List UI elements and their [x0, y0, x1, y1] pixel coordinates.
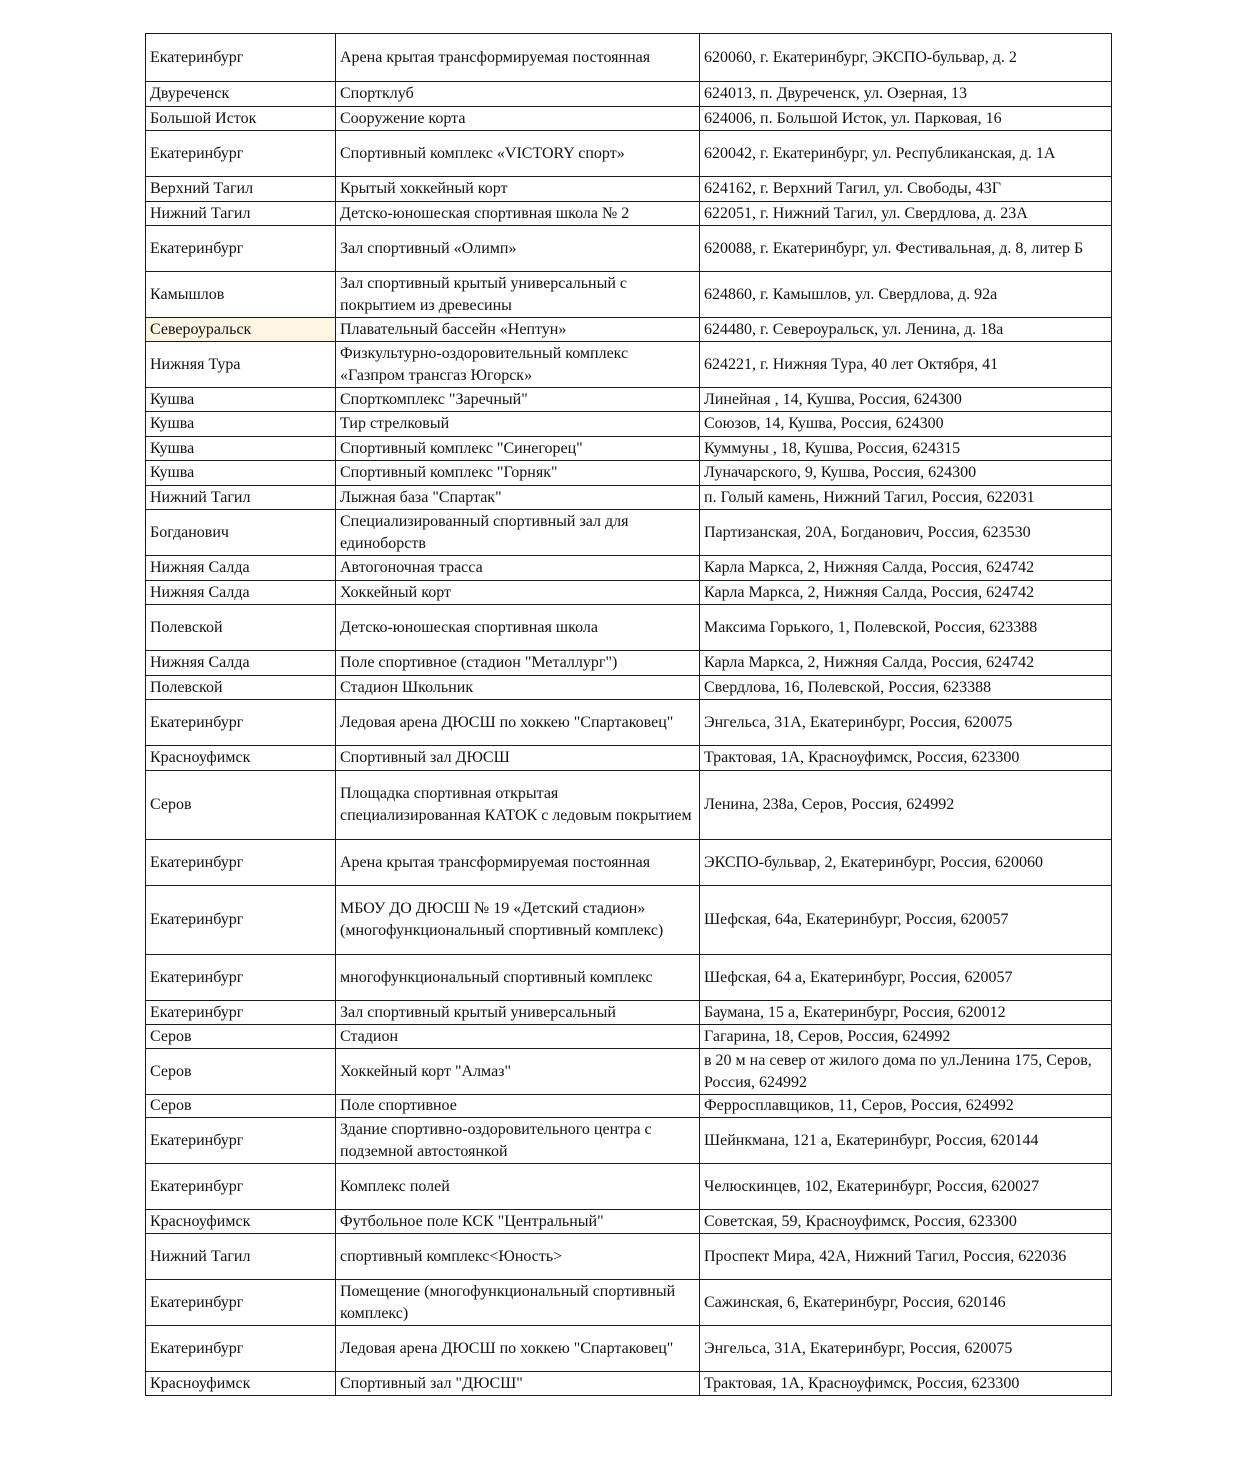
facility-name-cell: Поле спортивное [336, 1095, 700, 1118]
address-cell: 622051, г. Нижний Тагил, ул. Свердлова, д. 23А [700, 202, 1112, 226]
table-body [146, 34, 1112, 1396]
table-row [146, 1095, 1112, 1118]
facility-name-cell: Спортивный комплекс «VICTORY спорт» [336, 131, 700, 177]
city-cell: Екатеринбург [146, 1164, 336, 1210]
address-cell: Энгельса, 31А, Екатеринбург, Россия, 620075 [700, 700, 1112, 746]
table-row [146, 1001, 1112, 1025]
table-row [146, 412, 1112, 437]
address-cell: Партизанская, 20А, Богданович, Россия, 623530 [700, 510, 1112, 556]
facility-name-cell: Футбольное поле КСК "Центральный" [336, 1210, 700, 1234]
facility-name-cell: Детско-юношеская спортивная школа [336, 605, 700, 651]
city-cell: Кушва [146, 412, 336, 437]
address-cell: Карла Маркса, 2, Нижняя Салда, Россия, 624742 [700, 581, 1112, 605]
address-cell: 624013, п. Двуреченск, ул. Озерная, 13 [700, 82, 1112, 107]
address-cell: Проспект Мира, 42А, Нижний Тагил, Россия, 622036 [700, 1234, 1112, 1280]
facility-name-cell: Физкультурно-оздоровительный комплекс «Газпром трансгаз Югорск» [336, 342, 700, 388]
address-cell: Луначарского, 9, Кушва, Россия, 624300 [700, 461, 1112, 486]
table-row [146, 461, 1112, 486]
facility-name-cell: Здание спортивно-оздоровительного центра с подземной автостоянкой [336, 1118, 700, 1164]
table-row [146, 342, 1112, 388]
table-row [146, 1210, 1112, 1234]
city-cell: Екатеринбург [146, 700, 336, 746]
city-cell: Верхний Тагил [146, 177, 336, 202]
facility-name-cell: Ледовая арена ДЮСШ по хоккею "Спартаковец" [336, 700, 700, 746]
table-row [146, 177, 1112, 202]
address-cell: 620088, г. Екатеринбург, ул. Фестивальная, д. 8, литер Б [700, 226, 1112, 272]
table-row [146, 1164, 1112, 1210]
city-cell: Полевской [146, 676, 336, 700]
address-cell: в 20 м на север от жилого дома по ул.Ленина 175, Серов, Россия, 624992 [700, 1049, 1112, 1095]
city-cell: Нижняя Тура [146, 342, 336, 388]
city-cell: Красноуфимск [146, 1372, 336, 1396]
table-row [146, 771, 1112, 840]
city-cell: Кушва [146, 437, 336, 461]
address-cell: Союзов, 14, Кушва, Россия, 624300 [700, 412, 1112, 437]
table-row [146, 1025, 1112, 1049]
facility-name-cell: Спортивный комплекс "Горняк" [336, 461, 700, 486]
address-cell: Куммуны , 18, Кушва, Россия, 624315 [700, 437, 1112, 461]
table-row [146, 1372, 1112, 1396]
address-cell: Гагарина, 18, Серов, Россия, 624992 [700, 1025, 1112, 1049]
facility-name-cell: спортивный комплекс<Юность> [336, 1234, 700, 1280]
facility-name-cell: многофункциональный спортивный комплекс [336, 955, 700, 1001]
facility-name-cell: МБОУ ДО ДЮСШ № 19 «Детский стадион» (многофункциональный спортивный комплекс) [336, 886, 700, 955]
address-cell: Трактовая, 1А, Красноуфимск, Россия, 623300 [700, 746, 1112, 771]
table-row [146, 955, 1112, 1001]
facility-name-cell: Специализированный спортивный зал для единоборств [336, 510, 700, 556]
address-cell: Сажинская, 6, Екатеринбург, Россия, 620146 [700, 1280, 1112, 1326]
table-row [146, 272, 1112, 318]
address-cell: 620042, г. Екатеринбург, ул. Республиканская, д. 1А [700, 131, 1112, 177]
facility-name-cell: Автогоночная трасса [336, 556, 700, 581]
facility-name-cell: Стадион [336, 1025, 700, 1049]
table-row [146, 486, 1112, 510]
facility-name-cell: Поле спортивное (стадион "Металлург") [336, 651, 700, 676]
city-cell: Серов [146, 1049, 336, 1095]
table-row [146, 1234, 1112, 1280]
facility-name-cell: Зал спортивный крытый универсальный с покрытием из древесины [336, 272, 700, 318]
city-cell: Нижний Тагил [146, 1234, 336, 1280]
city-cell: Нижняя Салда [146, 581, 336, 605]
table-row [146, 437, 1112, 461]
city-cell: Североуральск [146, 318, 336, 342]
address-cell: Ферросплавщиков, 11, Серов, Россия, 624992 [700, 1095, 1112, 1118]
table-row [146, 700, 1112, 746]
city-cell: Двуреченск [146, 82, 336, 107]
city-cell: Полевской [146, 605, 336, 651]
table-row [146, 676, 1112, 700]
city-cell: Екатеринбург [146, 1118, 336, 1164]
address-cell: Шефская, 64а, Екатеринбург, Россия, 620057 [700, 886, 1112, 955]
city-cell: Богданович [146, 510, 336, 556]
city-cell: Камышлов [146, 272, 336, 318]
facility-name-cell: Помещение (многофункциональный спортивный комплекс) [336, 1280, 700, 1326]
table-row [146, 34, 1112, 82]
table-row [146, 840, 1112, 886]
table-row [146, 886, 1112, 955]
facility-name-cell: Зал спортивный крытый универсальный [336, 1001, 700, 1025]
facility-name-cell: Площадка спортивная открытая специализированная КАТОК с ледовым покрытием [336, 771, 700, 840]
document-page [145, 33, 1111, 1396]
address-cell: Линейная , 14, Кушва, Россия, 624300 [700, 388, 1112, 412]
facility-name-cell: Стадион Школьник [336, 676, 700, 700]
table-row [146, 107, 1112, 131]
address-cell: Карла Маркса, 2, Нижняя Салда, Россия, 624742 [700, 556, 1112, 581]
table-row [146, 226, 1112, 272]
city-cell: Нижняя Салда [146, 651, 336, 676]
city-cell: Екатеринбург [146, 1326, 336, 1372]
table-row [146, 651, 1112, 676]
table-row [146, 1118, 1112, 1164]
city-cell: Екатеринбург [146, 34, 336, 82]
facility-name-cell: Арена крытая трансформируемая постоянная [336, 840, 700, 886]
city-cell: Красноуфимск [146, 746, 336, 771]
table-row [146, 82, 1112, 107]
city-cell: Серов [146, 1025, 336, 1049]
facility-name-cell: Спортивный зал ДЮСШ [336, 746, 700, 771]
address-cell: Трактовая, 1А, Красноуфимск, Россия, 623300 [700, 1372, 1112, 1396]
address-cell: Энгельса, 31А, Екатеринбург, Россия, 620075 [700, 1326, 1112, 1372]
city-cell: Кушва [146, 388, 336, 412]
address-cell: 624162, г. Верхний Тагил, ул. Свободы, 43Г [700, 177, 1112, 202]
table-row [146, 581, 1112, 605]
address-cell: п. Голый камень, Нижний Тагил, Россия, 622031 [700, 486, 1112, 510]
table-row [146, 746, 1112, 771]
facility-name-cell: Сооружение корта [336, 107, 700, 131]
city-cell: Красноуфимск [146, 1210, 336, 1234]
address-cell: 624480, г. Североуральск, ул. Ленина, д. 18а [700, 318, 1112, 342]
address-cell: Баумана, 15 а, Екатеринбург, Россия, 620012 [700, 1001, 1112, 1025]
city-cell: Нижняя Салда [146, 556, 336, 581]
city-cell: Екатеринбург [146, 886, 336, 955]
facility-name-cell: Спортивный зал "ДЮСШ" [336, 1372, 700, 1396]
facility-name-cell: Спортивный комплекс "Синегорец" [336, 437, 700, 461]
facility-name-cell: Плавательный бассейн «Нептун» [336, 318, 700, 342]
city-cell: Екатеринбург [146, 131, 336, 177]
table-row [146, 1049, 1112, 1095]
facility-name-cell: Тир стрелковый [336, 412, 700, 437]
facility-name-cell: Спортклуб [336, 82, 700, 107]
city-cell: Екатеринбург [146, 1280, 336, 1326]
city-cell: Серов [146, 771, 336, 840]
city-cell: Нижний Тагил [146, 486, 336, 510]
table-row [146, 1326, 1112, 1372]
address-cell: Карла Маркса, 2, Нижняя Салда, Россия, 624742 [700, 651, 1112, 676]
facility-name-cell: Детско-юношеская спортивная школа № 2 [336, 202, 700, 226]
address-cell: 624006, п. Большой Исток, ул. Парковая, 16 [700, 107, 1112, 131]
table-row [146, 318, 1112, 342]
table-row [146, 202, 1112, 226]
table-row [146, 605, 1112, 651]
address-cell: Шефская, 64 а, Екатеринбург, Россия, 620057 [700, 955, 1112, 1001]
table-row [146, 388, 1112, 412]
address-cell: 624860, г. Камышлов, ул. Свердлова, д. 92а [700, 272, 1112, 318]
address-cell: Советская, 59, Красноуфимск, Россия, 623300 [700, 1210, 1112, 1234]
facility-name-cell: Зал спортивный «Олимп» [336, 226, 700, 272]
city-cell: Серов [146, 1095, 336, 1118]
table-row [146, 1280, 1112, 1326]
facility-name-cell: Комплекс полей [336, 1164, 700, 1210]
facility-name-cell: Арена крытая трансформируемая постоянная [336, 34, 700, 82]
facility-name-cell: Хоккейный корт "Алмаз" [336, 1049, 700, 1095]
city-cell: Большой Исток [146, 107, 336, 131]
sports-facilities-table [145, 33, 1112, 1396]
address-cell: Свердлова, 16, Полевской, Россия, 623388 [700, 676, 1112, 700]
city-cell: Екатеринбург [146, 840, 336, 886]
table-row [146, 556, 1112, 581]
city-cell: Екатеринбург [146, 1001, 336, 1025]
table-row [146, 131, 1112, 177]
city-cell: Кушва [146, 461, 336, 486]
address-cell: Ленина, 238а, Серов, Россия, 624992 [700, 771, 1112, 840]
address-cell: Шейнкмана, 121 а, Екатеринбург, Россия, 620144 [700, 1118, 1112, 1164]
address-cell: 620060, г. Екатеринбург, ЭКСПО-бульвар, д. 2 [700, 34, 1112, 82]
facility-name-cell: Крытый хоккейный корт [336, 177, 700, 202]
facility-name-cell: Лыжная база "Спартак" [336, 486, 700, 510]
facility-name-cell: Ледовая арена ДЮСШ по хоккею "Спартаковец" [336, 1326, 700, 1372]
city-cell: Екатеринбург [146, 955, 336, 1001]
address-cell: Максима Горького, 1, Полевской, Россия, 623388 [700, 605, 1112, 651]
city-cell: Екатеринбург [146, 226, 336, 272]
city-cell: Нижний Тагил [146, 202, 336, 226]
facility-name-cell: Спорткомплекс "Заречный" [336, 388, 700, 412]
address-cell: Челюскинцев, 102, Екатеринбург, Россия, 620027 [700, 1164, 1112, 1210]
table-row [146, 510, 1112, 556]
address-cell: 624221, г. Нижняя Тура, 40 лет Октября, 41 [700, 342, 1112, 388]
facility-name-cell: Хоккейный корт [336, 581, 700, 605]
address-cell: ЭКСПО-бульвар, 2, Екатеринбург, Россия, 620060 [700, 840, 1112, 886]
